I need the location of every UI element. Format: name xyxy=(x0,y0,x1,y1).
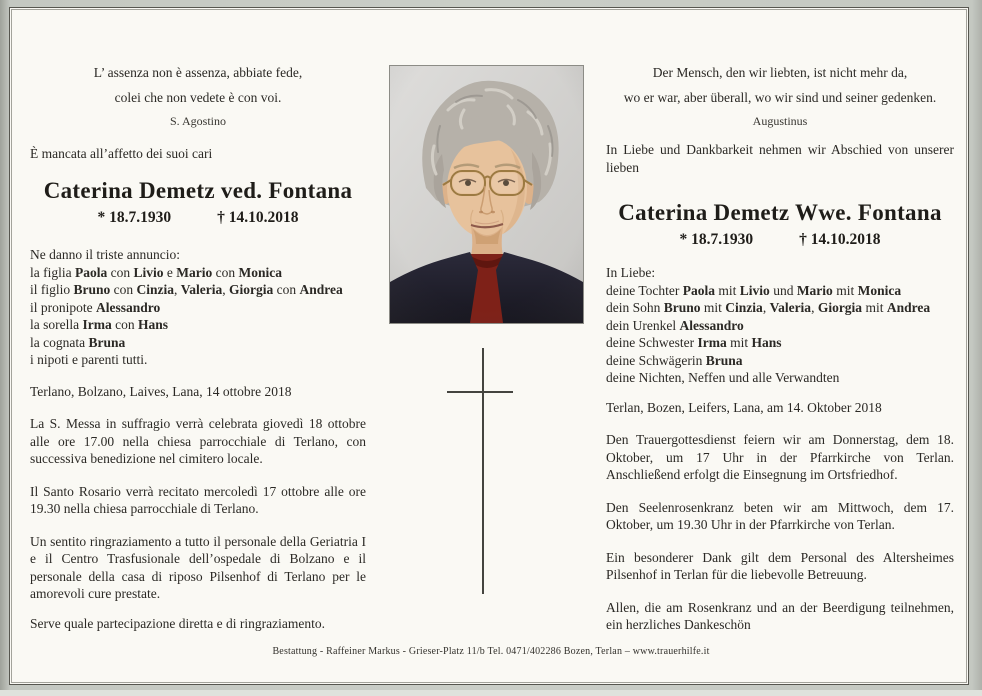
epigraph-author: Augustinus xyxy=(752,114,808,128)
portrait-illustration xyxy=(390,66,583,323)
family-line: il figlio Bruno con Cinzia, Valeria, Giorgia con Andrea xyxy=(30,282,343,297)
intro-line: È mancata all’affetto dei suoi cari xyxy=(30,146,213,161)
funeral-service-paragraph: Den Trauergottesdienst feiern wir am Donnerstag, dem 18. Oktober, um 17 Uhr in der Pfarrkirche von Terlan. Anschließend erfolgt die Einsegnung im Ortsfriedhof. xyxy=(606,432,954,482)
family-list xyxy=(30,264,366,369)
german-column xyxy=(606,60,954,634)
rosary-notice-paragraph: Den Seelenrosenkranz beten wir am Mittwoch, dem 17. Oktober, um 19.30 Uhr in der Pfarrkirche von Terlan. xyxy=(606,499,954,532)
family-line: la sorella Irma con Hans xyxy=(30,317,168,332)
life-dates xyxy=(30,207,366,228)
family-line: il pronipote Alessandro xyxy=(30,299,161,315)
mass-notice-paragraph: La S. Messa in suffragio verrà celebrata giovedì 18 ottobre alle ore 17.00 nella chiesa parrocchiale di Terlano, con successiva benedizione nel cimitero locale. xyxy=(30,416,366,466)
cross-vertical-bar xyxy=(482,348,484,594)
family-line: deine Schwester Irma mit Hans xyxy=(606,335,782,350)
family-line: dein Sohn Bruno mit Cinzia, Valeria, Giorgia mit Andrea xyxy=(606,300,931,315)
announcement-line: In Liebe: xyxy=(606,265,656,280)
family-line: la cognata Bruna xyxy=(30,334,126,350)
closing-paragraph: Allen, die am Rosenkranz und an der Beerdigung teilnehmen, ein herzliches Dankeschön xyxy=(606,599,954,632)
deceased-name-italian: Caterina Demetz ved. Fontana xyxy=(43,178,353,203)
cross-icon xyxy=(447,348,515,594)
thanks-paragraph: Ein besonderer Dank gilt dem Personal des Altersheimes Pilsenhof in Terlan für die liebevolle Betreuung. xyxy=(606,549,954,582)
epigraph-line-1: L’ assenza non è assenza, abbiate fede, xyxy=(93,65,303,80)
birth-date: * 18.7.1930 xyxy=(97,209,172,226)
funeral-home-footer: Bestattung - Raffeiner Markus - Grieser-Platz 11/b Tel. 0471/402286 Bozen, Terlan – www.trauerhilfe.it xyxy=(272,646,710,657)
thanks-paragraph: Un sentito ringraziamento a tutto il personale della Geriatria I e il Centro Trasfusionale dell’ospedale di Bolzano e il personale della casa di riposo Pilsenhof di Terlano per le amorevoli cure prestate. xyxy=(30,533,366,601)
epigraph-author: S. Agostino xyxy=(169,114,226,128)
family-list xyxy=(606,282,954,387)
rosary-notice-paragraph: Il Santo Rosario verrà recitato mercoledì 17 ottobre alle ore 19.30 nella chiesa parrocchiale di Terlano. xyxy=(30,483,366,516)
place-date-line: Terlano, Bolzano, Laives, Lana, 14 ottobre 2018 xyxy=(30,383,292,399)
italian-epigraph xyxy=(30,60,366,110)
scan-edge xyxy=(0,690,982,696)
death-date: † 14.10.2018 xyxy=(217,209,299,226)
family-line: deine Schwägerin Bruna xyxy=(606,352,743,368)
place-date-line: Terlan, Bozen, Leifers, Lana, am 14. Oktober 2018 xyxy=(606,399,882,415)
family-line: dein Urenkel Alessandro xyxy=(606,317,744,333)
italian-column xyxy=(30,60,366,632)
family-line: la figlia Paola con Livio e Mario con Monica xyxy=(30,264,282,280)
epigraph-line-1: Der Mensch, den wir liebten, ist nicht mehr da, xyxy=(652,65,908,80)
birth-date: * 18.7.1930 xyxy=(679,231,754,248)
family-line: i nipoti e parenti tutti. xyxy=(30,352,148,367)
epigraph-line-2: wo er war, aber überall, wo wir sind und seiner gedenken. xyxy=(623,90,937,105)
family-line: deine Tochter Paola mit Livio und Mario mit Monica xyxy=(606,282,902,298)
death-date: † 14.10.2018 xyxy=(799,231,881,248)
cross-horizontal-bar xyxy=(447,391,513,393)
deceased-name-german: Caterina Demetz Wwe. Fontana xyxy=(618,200,942,225)
epigraph-line-2: colei che non vedete è con voi. xyxy=(114,90,282,105)
portrait-photo xyxy=(389,65,584,324)
life-dates xyxy=(606,229,954,250)
announcement-line: Ne danno il triste annuncio: xyxy=(30,247,180,262)
family-line: deine Nichten, Neffen und alle Verwandten xyxy=(606,370,840,385)
closing-line: Serve quale partecipazione diretta e di ringraziamento. xyxy=(30,615,325,631)
german-epigraph xyxy=(606,60,954,110)
intro-line: In Liebe und Dankbarkeit nehmen wir Abschied von unserer lieben xyxy=(606,142,954,175)
